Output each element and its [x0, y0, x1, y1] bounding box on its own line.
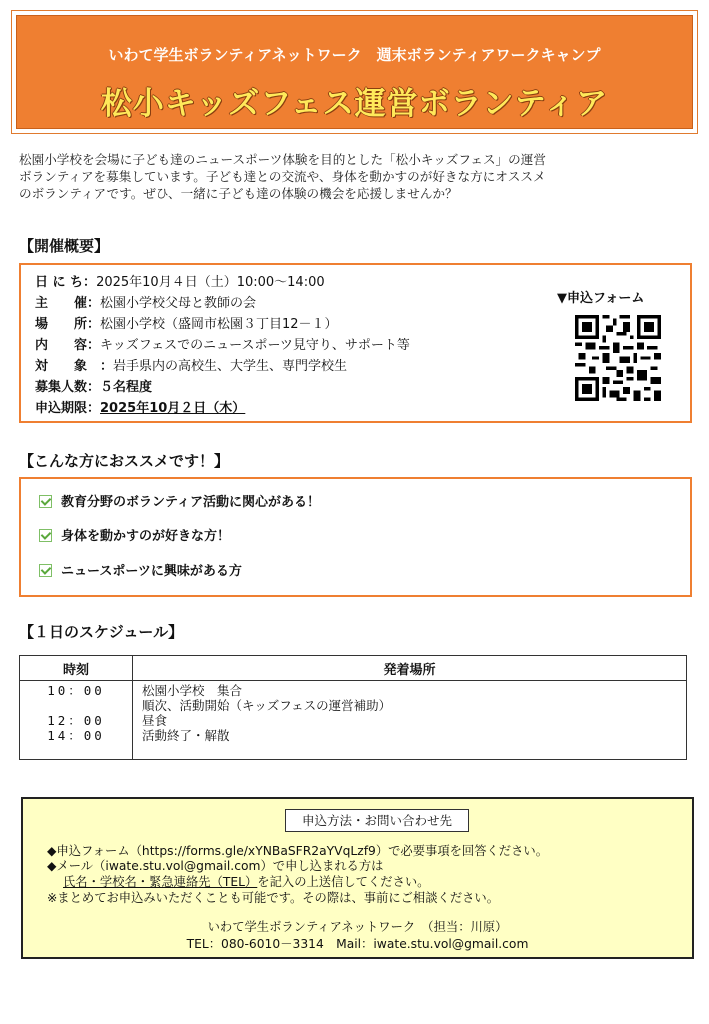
overview-value: 岩手県内の高校生、大学生、専門学校生 — [113, 359, 348, 374]
required-fields: 氏名・学校名・緊急連絡先（TEL） — [63, 875, 258, 889]
header-banner — [11, 10, 698, 134]
time-value: 12：00 — [47, 713, 105, 728]
place-value: 活動終了・解散 — [142, 728, 230, 743]
qr-code-icon[interactable] — [575, 315, 661, 401]
overview-row-capacity — [35, 376, 152, 395]
checkbox-checked-icon — [39, 529, 52, 542]
overview-label: 募集人数： — [35, 380, 101, 395]
recommend-item-label: 教育分野のボランティア活動に関心がある！ — [61, 495, 320, 510]
qr-caption: ▼申込フォーム — [557, 291, 645, 306]
overview-label: 内 容： — [35, 338, 101, 353]
overview-row-target — [35, 355, 347, 374]
overview-value: 松園小学校（盛岡市松園３丁目12－１） — [100, 317, 338, 332]
table-row — [20, 681, 687, 760]
banner-subtitle: いわて学生ボランティアネットワーク 週末ボランティアワークキャンプ — [108, 46, 601, 64]
recommend-item — [39, 491, 320, 510]
recommend-box — [19, 477, 692, 597]
contact-tel-mail[interactable]: TEL：080-6010－3314 Mail：iwate.stu.vol@gmail.com — [186, 937, 529, 951]
intro-paragraph — [19, 151, 694, 202]
place-value: 昼食 — [142, 713, 168, 728]
intro-line: 松園小学校を会場に子ども達のニュースポーツ体験を目的とした「松小キッズフェス」の運営 — [19, 152, 546, 167]
required-fields-rest: を記入の上送信してください。 — [257, 875, 430, 889]
contact-required-line — [63, 875, 429, 890]
schedule-table — [19, 655, 687, 760]
time-cell — [20, 681, 133, 760]
contact-org: いわて学生ボランティアネットワーク （担当：川原） — [207, 920, 508, 934]
place-value: 松園小学校 集合 — [142, 683, 243, 698]
place-value: 順次、活動開始（キッズフェスの運営補助） — [142, 698, 392, 713]
time-value — [20, 698, 132, 713]
schedule-heading: 【１日のスケジュール】 — [19, 623, 184, 641]
overview-label: 場 所： — [35, 317, 101, 332]
overview-label: 申込期限： — [35, 401, 101, 416]
time-value: 10：00 — [47, 683, 105, 698]
time-value: 14：00 — [47, 728, 105, 743]
overview-label: 対 象 ： — [35, 359, 114, 374]
deadline-value: 2025年10月２日（木） — [100, 401, 246, 416]
recommend-item — [39, 560, 242, 579]
overview-value: ５名程度 — [100, 380, 153, 395]
checkbox-checked-icon — [39, 564, 52, 577]
recommend-item — [39, 525, 230, 544]
intro-line: のボランティアです。ぜひ、一緒に子ども達の体験の機会を応援しませんか？ — [19, 186, 458, 201]
contact-title: 申込方法・お問い合わせ先 — [285, 809, 469, 832]
banner-title: 松小キッズフェス運営ボランティア — [100, 86, 609, 122]
overview-label: 主 催： — [35, 296, 101, 311]
recommend-item-label: ニュースポーツに興味がある方 — [61, 564, 242, 579]
overview-value: 2025年10月４日（土）10:00～14:00 — [96, 275, 325, 290]
banner-background — [16, 15, 693, 129]
overview-label: 日 に ち： — [35, 275, 97, 290]
contact-box — [21, 797, 694, 959]
overview-value: キッズフェスでのニュースポーツ見守り、サポート等 — [100, 338, 410, 353]
column-header-time: 時刻 — [20, 656, 133, 681]
overview-row-venue — [35, 313, 338, 332]
overview-row-content — [35, 334, 410, 353]
overview-box — [19, 263, 692, 423]
intro-line: ボランティアを募集しています。子ども達との交流や、身体を動かすのが好きな方にオススメ — [19, 169, 546, 184]
checkbox-checked-icon — [39, 495, 52, 508]
overview-row-date — [35, 271, 325, 290]
contact-mail-line[interactable]: ◆メール（iwate.stu.vol@gmail.com）で申し込まれる方は — [47, 859, 384, 873]
recommend-heading: 【こんな方におススメです！】 — [19, 452, 230, 470]
place-cell — [133, 681, 687, 760]
overview-row-organizer — [35, 292, 256, 311]
overview-value: 松園小学校父母と教師の会 — [100, 296, 257, 311]
overview-row-deadline — [35, 397, 245, 416]
column-header-place: 発着場所 — [133, 656, 687, 681]
overview-heading: 【開催概要】 — [19, 237, 110, 255]
contact-form-line[interactable]: ◆申込フォーム（https://forms.gle/xYNBaSFR2aYVqLzf9）で必要事項を回答ください。 — [47, 844, 549, 858]
recommend-item-label: 身体を動かすのが好きな方！ — [61, 529, 231, 544]
contact-note-line: ※まとめてお申込みいただくことも可能です。その際は、事前にご相談ください。 — [47, 891, 500, 905]
table-header-row — [20, 656, 687, 681]
